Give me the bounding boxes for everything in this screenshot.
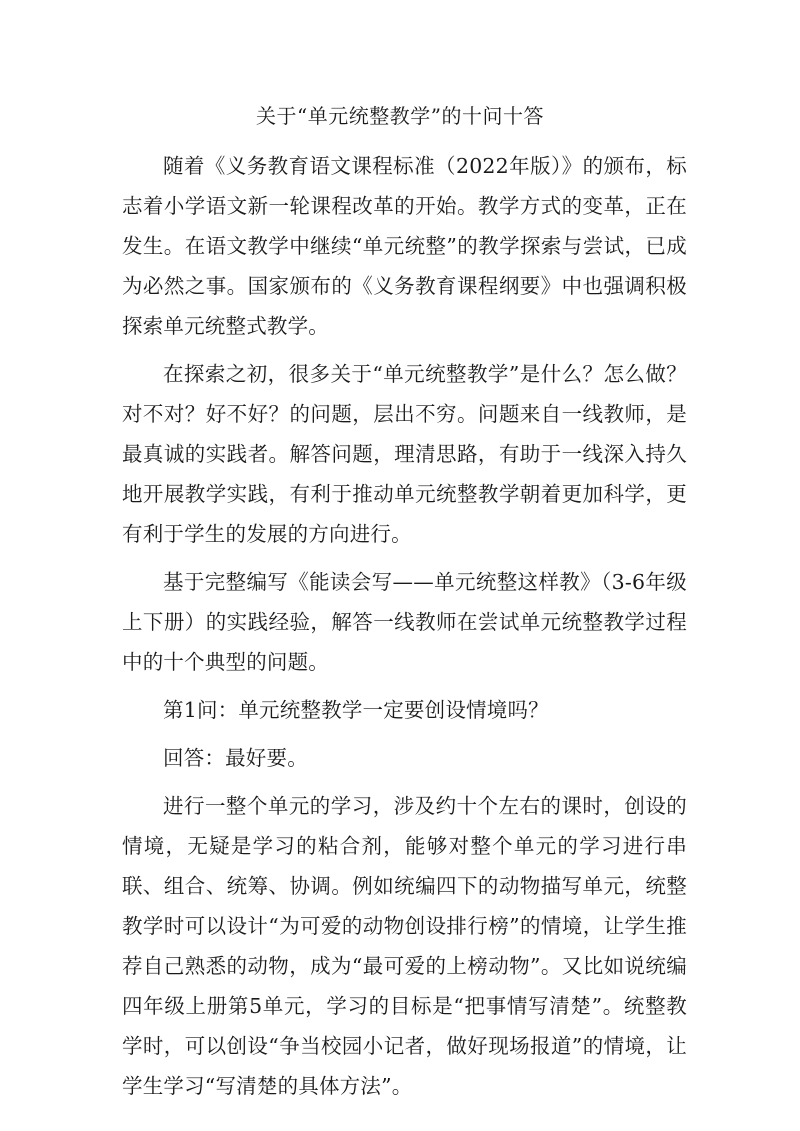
question-1: 第1问：单元统整教学一定要创设情境吗？: [163, 698, 549, 722]
paragraph-exploration: 在探索之初，很多关于“单元统整教学”是什么？怎么做？对不对？好不好？的问题，层出不穷。问题来自一线教师，是最真诚的实践者。解答问题，理清思路，有助于一线深入持久地开展教学实践，有利于推动单元统整教学朝着更加科学，更有利于学生的发展的方向进行。: [122, 362, 687, 546]
paragraph-explanation: 进行一整个单元的学习，涉及约十个左右的课时，创设的情境，无疑是学习的粘合剂，能够对整个单元的学习进行串联、组合、统筹、协调。例如统编四下的动物描写单元，统整教学时可以设计“为可爱的动物创设排行榜”的情境，让学生推荐自己熟悉的动物，成为“最可爱的上榜动物”。又比如说统编四年级上册第5单元，学习的目标是“把事情写清楚”。统整教学时，可以创设“争当校园小记者，做好现场报道”的情境，让学生学习“写清楚的具体方法”。: [122, 794, 687, 1098]
document-body: [122, 146, 687, 1114]
answer-1: 回答：最好要。: [163, 746, 308, 770]
document-title: 关于“单元统整教学”的十问十答: [256, 104, 544, 128]
paragraph-basis: 基于完整编写《能读会写——单元统整这样教》（3-6年级上下册）的实践经验，解答一线教师在尝试单元统整教学过程中的十个典型的问题。: [122, 570, 687, 674]
paragraph-intro: 随着《义务教育语文课程标准（2022年版）》的颁布，标志着小学语文新一轮课程改革的开始。教学方式的变革，正在发生。在语文教学中继续“单元统整”的教学探索与尝试，已成为必然之事。国家颁布的《义务教育课程纲要》中也强调积极探索单元统整式教学。: [122, 154, 687, 338]
